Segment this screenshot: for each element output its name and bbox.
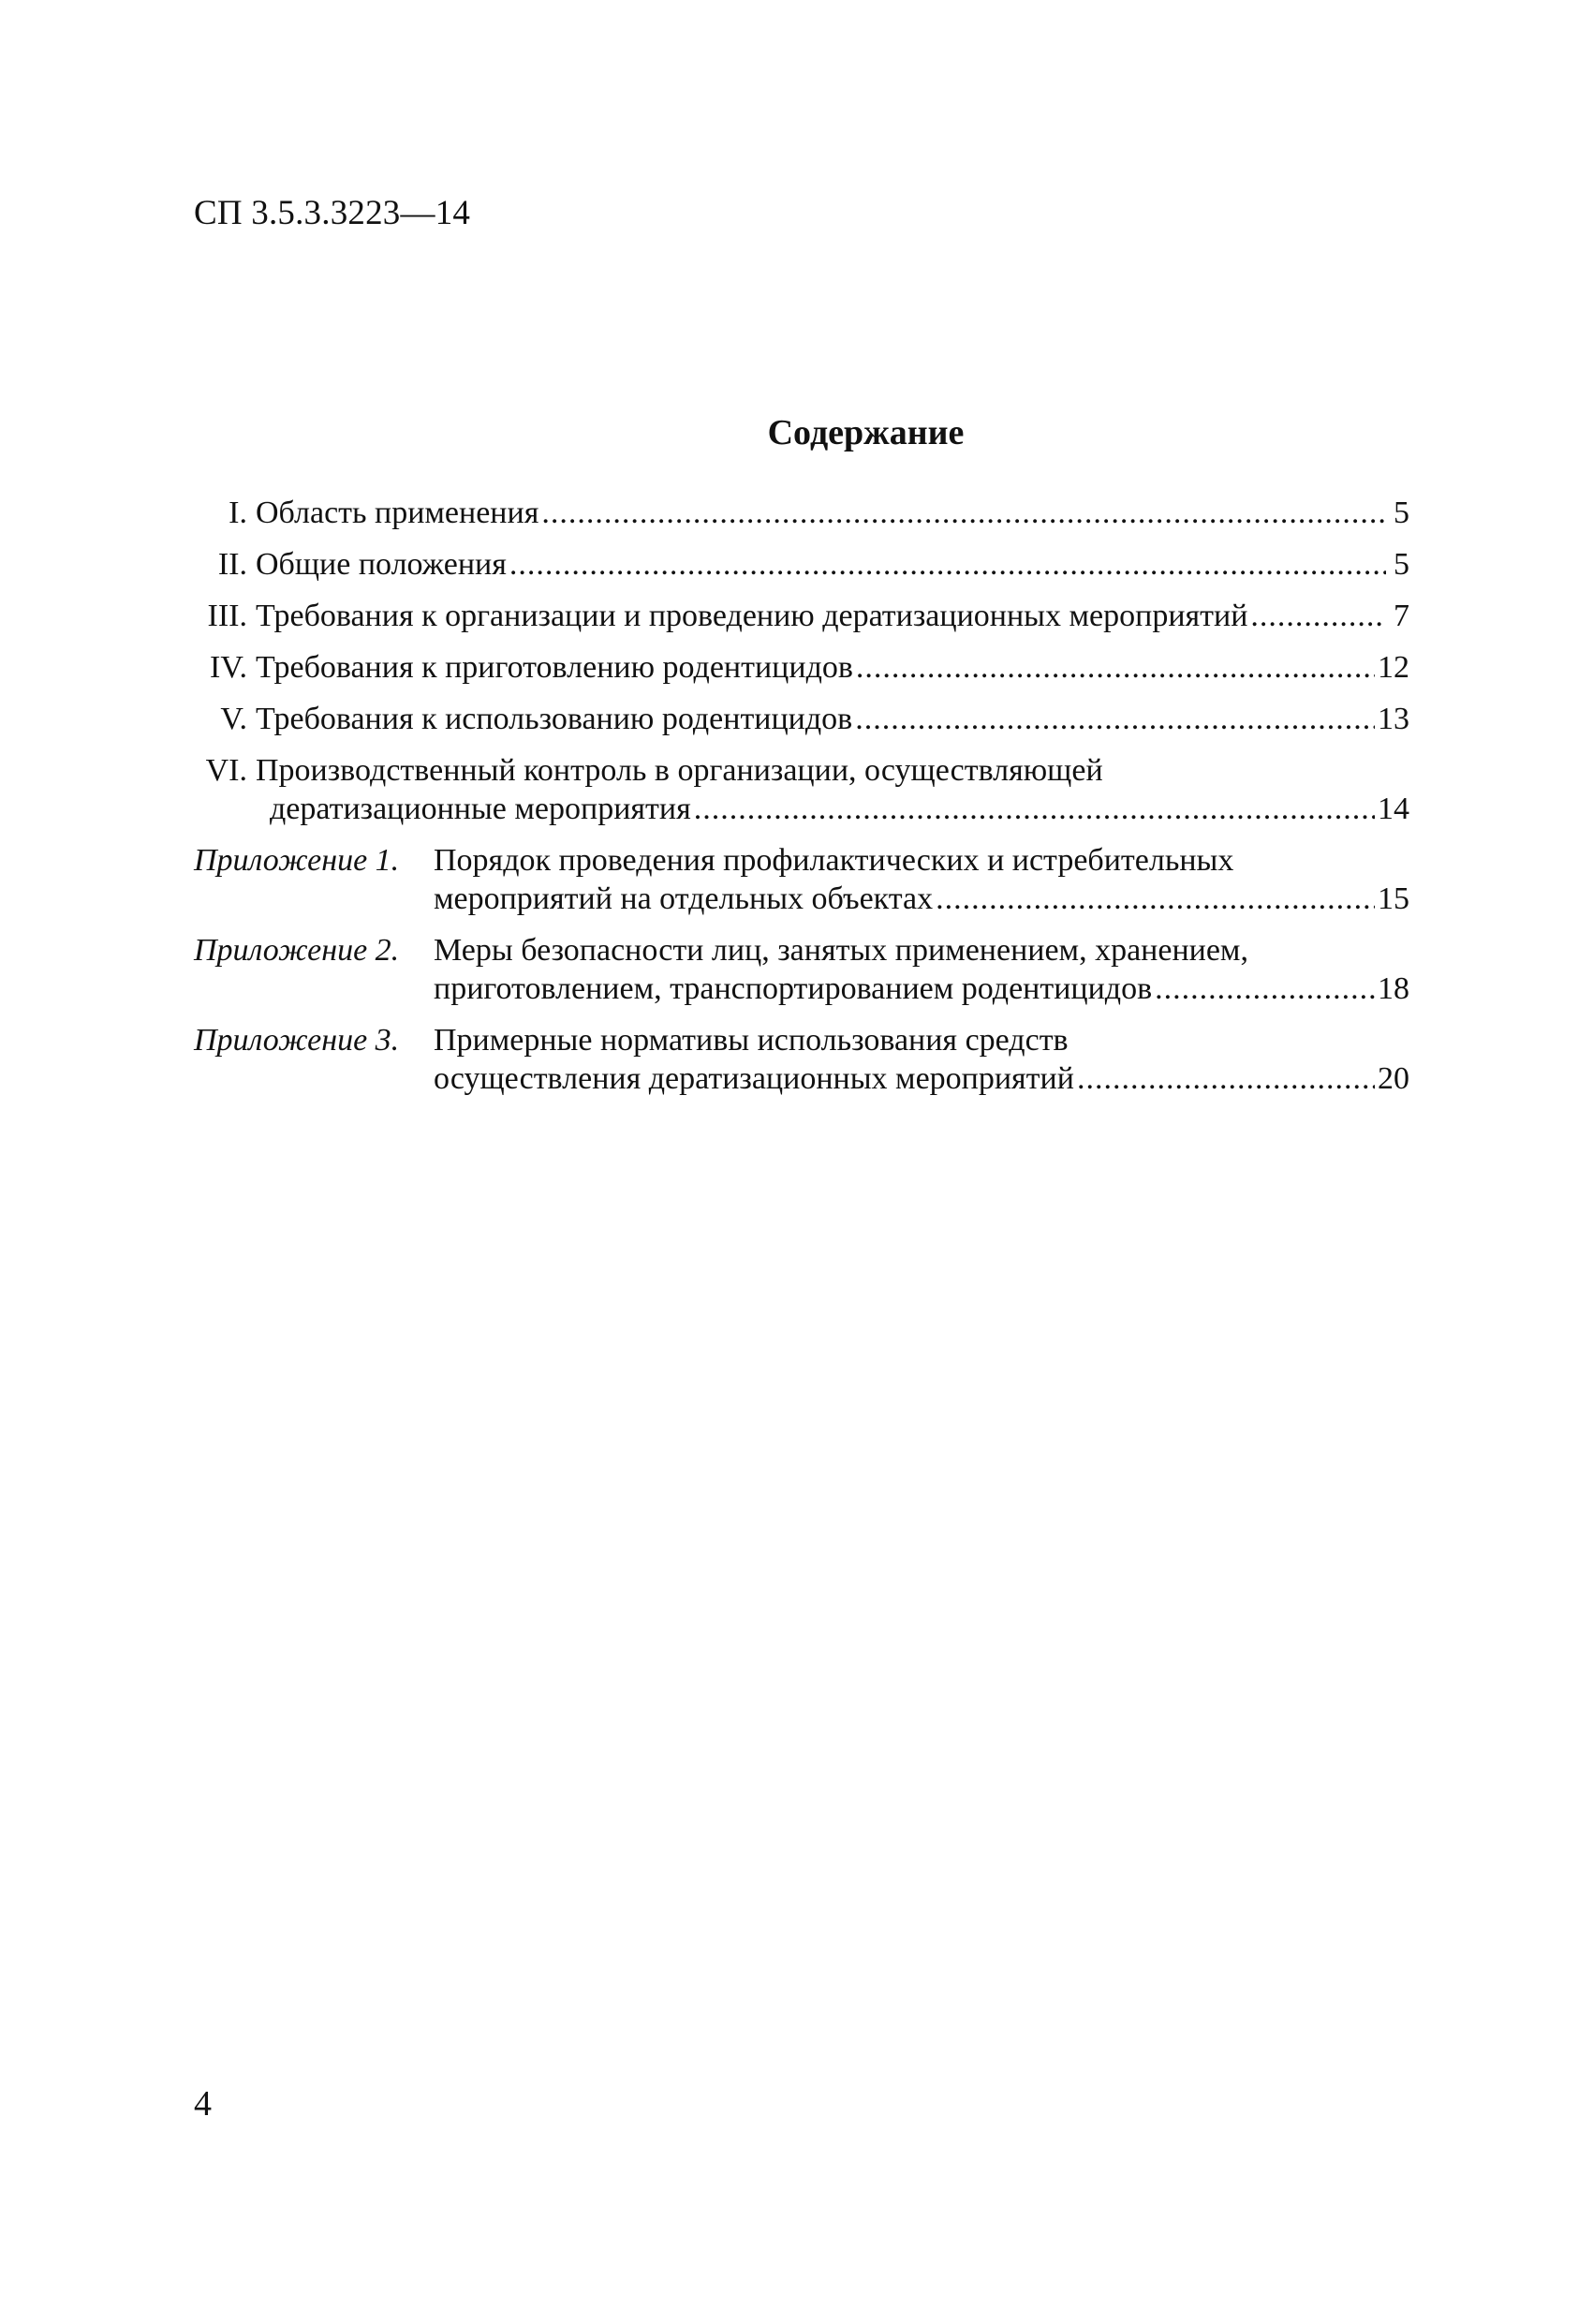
page-number: 4	[194, 2084, 212, 2124]
toc-entry[interactable]	[194, 700, 1409, 751]
leader-dots	[1077, 1059, 1375, 1098]
toc-entry-label: III.	[207, 599, 247, 633]
leader-dots	[509, 545, 1386, 584]
toc-entry-page: 18	[1378, 971, 1409, 1006]
toc-appendix-entry[interactable]	[194, 1021, 1409, 1111]
toc-entry-label: II.	[217, 547, 247, 582]
toc-appendix-label: Приложение 3.	[194, 1023, 400, 1058]
toc-entry-title: Требования к организации и проведению дератизационных мероприятий	[256, 599, 1248, 633]
document-code: СП 3.5.3.3223—14	[194, 194, 471, 232]
toc-entry-title: Общие положения	[256, 547, 507, 582]
toc-entry-title: Требования к использованию родентицидов	[256, 702, 853, 736]
toc-entry[interactable]	[194, 648, 1409, 700]
toc-entry-title: Требования к приготовлению родентицидов	[256, 650, 853, 685]
toc-appendix-label: Приложение 1.	[194, 843, 400, 878]
toc-appendix-label: Приложение 2.	[194, 933, 400, 968]
leader-dots	[694, 790, 1375, 828]
toc-entry-page: 14	[1378, 792, 1409, 826]
toc-entry-title-continuation: дератизационные мероприятия	[270, 792, 691, 826]
toc-entry-label: I.	[229, 496, 247, 530]
toc-entry-label: IV.	[210, 650, 247, 685]
leader-dots	[936, 880, 1375, 918]
toc-entry-page: 20	[1378, 1061, 1409, 1096]
leader-dots	[1250, 597, 1386, 635]
leader-dots	[541, 494, 1386, 532]
toc-entry-label: V.	[220, 702, 247, 736]
toc-entry-title: Производственный контроль в организации, осуществляющей	[256, 753, 1103, 788]
toc-entry-page: 13	[1378, 702, 1409, 736]
toc-entry-label: VI.	[205, 753, 247, 788]
toc-entry-title: Область применения	[256, 496, 539, 530]
toc-appendix-entry[interactable]	[194, 931, 1409, 1021]
toc-entry-page: 15	[1378, 881, 1409, 916]
toc-entry[interactable]	[194, 545, 1409, 597]
leader-dots	[1155, 970, 1375, 1008]
toc-entry-page: 5	[1394, 496, 1409, 530]
table-of-contents	[194, 494, 1409, 1111]
leader-dots	[856, 648, 1375, 687]
toc-title: Содержание	[767, 413, 965, 452]
toc-appendix-entry[interactable]	[194, 841, 1409, 931]
toc-entry-title: Примерные нормативы использования средств	[434, 1023, 1069, 1058]
toc-entry-title-continuation: осуществления дератизационных мероприятий	[434, 1061, 1074, 1096]
toc-entry-page: 12	[1378, 650, 1409, 685]
toc-entry[interactable]	[194, 494, 1409, 545]
toc-entry-title-continuation: приготовлением, транспортированием родентицидов	[434, 971, 1153, 1006]
toc-entry-page: 5	[1394, 547, 1409, 582]
toc-entry-page: 7	[1394, 599, 1409, 633]
toc-entry-title: Меры безопасности лиц, занятых применением, хранением,	[434, 933, 1248, 968]
leader-dots	[855, 700, 1375, 738]
toc-entry[interactable]	[194, 597, 1409, 648]
toc-entry-title-continuation: мероприятий на отдельных объектах	[434, 881, 934, 916]
toc-entry[interactable]	[194, 751, 1409, 841]
toc-entry-title: Порядок проведения профилактических и истребительных	[434, 843, 1234, 878]
